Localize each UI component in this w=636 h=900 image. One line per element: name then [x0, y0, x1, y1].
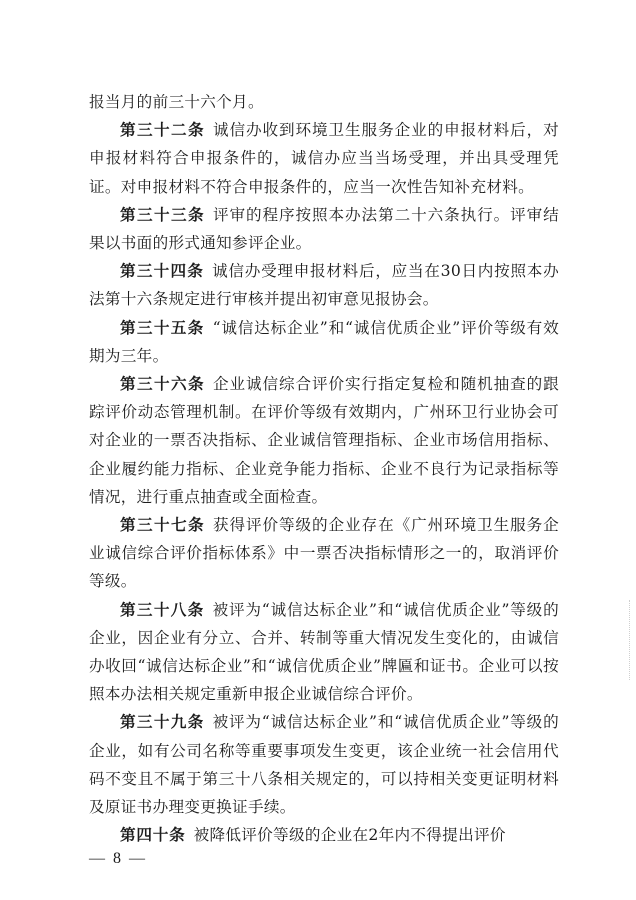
article-38	[89, 596, 559, 709]
article-34	[89, 257, 559, 313]
article-number: 第三十六条	[120, 374, 206, 394]
article-number: 第三十四条	[120, 261, 205, 281]
page-number: — 8 —	[89, 850, 147, 867]
paragraph-text: 诚信办受理申报材料后，应当在30日内按照本办法第十六条规定进行审核并提出初审意见报协会。	[89, 262, 559, 309]
paragraph-continuation	[89, 88, 559, 116]
paragraph-text: 诚信办收到环境卫生服务企业的申报材料后，对申报材料符合申报条件的，诚信办应当当场受理，并出具受理凭证。对申报材料不符合申报条件的，应当一次性告知补充材料。	[89, 121, 559, 196]
paragraph-text: 被评为“诚信达标企业”和“诚信优质企业”等级的企业，如有公司名称等重要事项发生变更，该企业统一社会信用代码不变且不属于第三十八条相关规定的，可以持相关变更证明材料及原证书办理变更换证手续。	[89, 713, 559, 817]
article-number: 第三十七条	[120, 515, 206, 535]
paragraph-text: “诚信达标企业”和“诚信优质企业”评价等级有效期为三年。	[89, 318, 559, 365]
article-32	[89, 116, 559, 201]
article-number: 第三十九条	[120, 712, 205, 732]
paragraph-text: 被降低评价等级的企业在2年内不得提出评价	[193, 826, 506, 845]
article-37	[89, 511, 559, 596]
article-35	[89, 314, 559, 370]
article-number: 第三十三条	[120, 204, 206, 224]
document-body	[89, 88, 559, 849]
article-number: 第四十条	[120, 825, 186, 845]
article-33	[89, 201, 559, 257]
paragraph-text: 被评为“诚信达标企业”和“诚信优质企业”等级的企业，因企业有分立、合并、转制等重大情况发生变化的，由诚信办收回“诚信达标企业”和“诚信优质企业”牌匾和证书。企业可以按照本办法相关规定重新申报企业诚信综合评价。	[89, 600, 559, 704]
article-40	[89, 821, 559, 849]
article-number: 第三十二条	[120, 120, 206, 140]
scan-edge-marks	[627, 600, 630, 680]
paragraph-text: 评审的程序按照本办法第二十六条执行。评审结果以书面的形式通知参评企业。	[89, 205, 559, 253]
article-36	[89, 370, 559, 511]
paragraph-text: 报当月的前三十六个月。	[89, 93, 264, 111]
article-39	[89, 708, 559, 821]
article-number: 第三十八条	[120, 599, 205, 619]
article-number: 第三十五条	[120, 317, 205, 337]
paragraph-text: 企业诚信综合评价实行指定复检和随机抽查的跟踪评价动态管理机制。在评价等级有效期内，广州环卫行业协会可对企业的一票否决指标、企业诚信管理指标、企业市场信用指标、企业履约能力指标、企业竞争能力指标、企业不良行为记录指标等情况，进行重点抽查或全面检查。	[89, 375, 559, 506]
paragraph-text: 获得评价等级的企业存在《广州环境卫生服务企业诚信综合评价指标体系》中一票否决指标情形之一的，取消评价等级。	[89, 516, 559, 591]
